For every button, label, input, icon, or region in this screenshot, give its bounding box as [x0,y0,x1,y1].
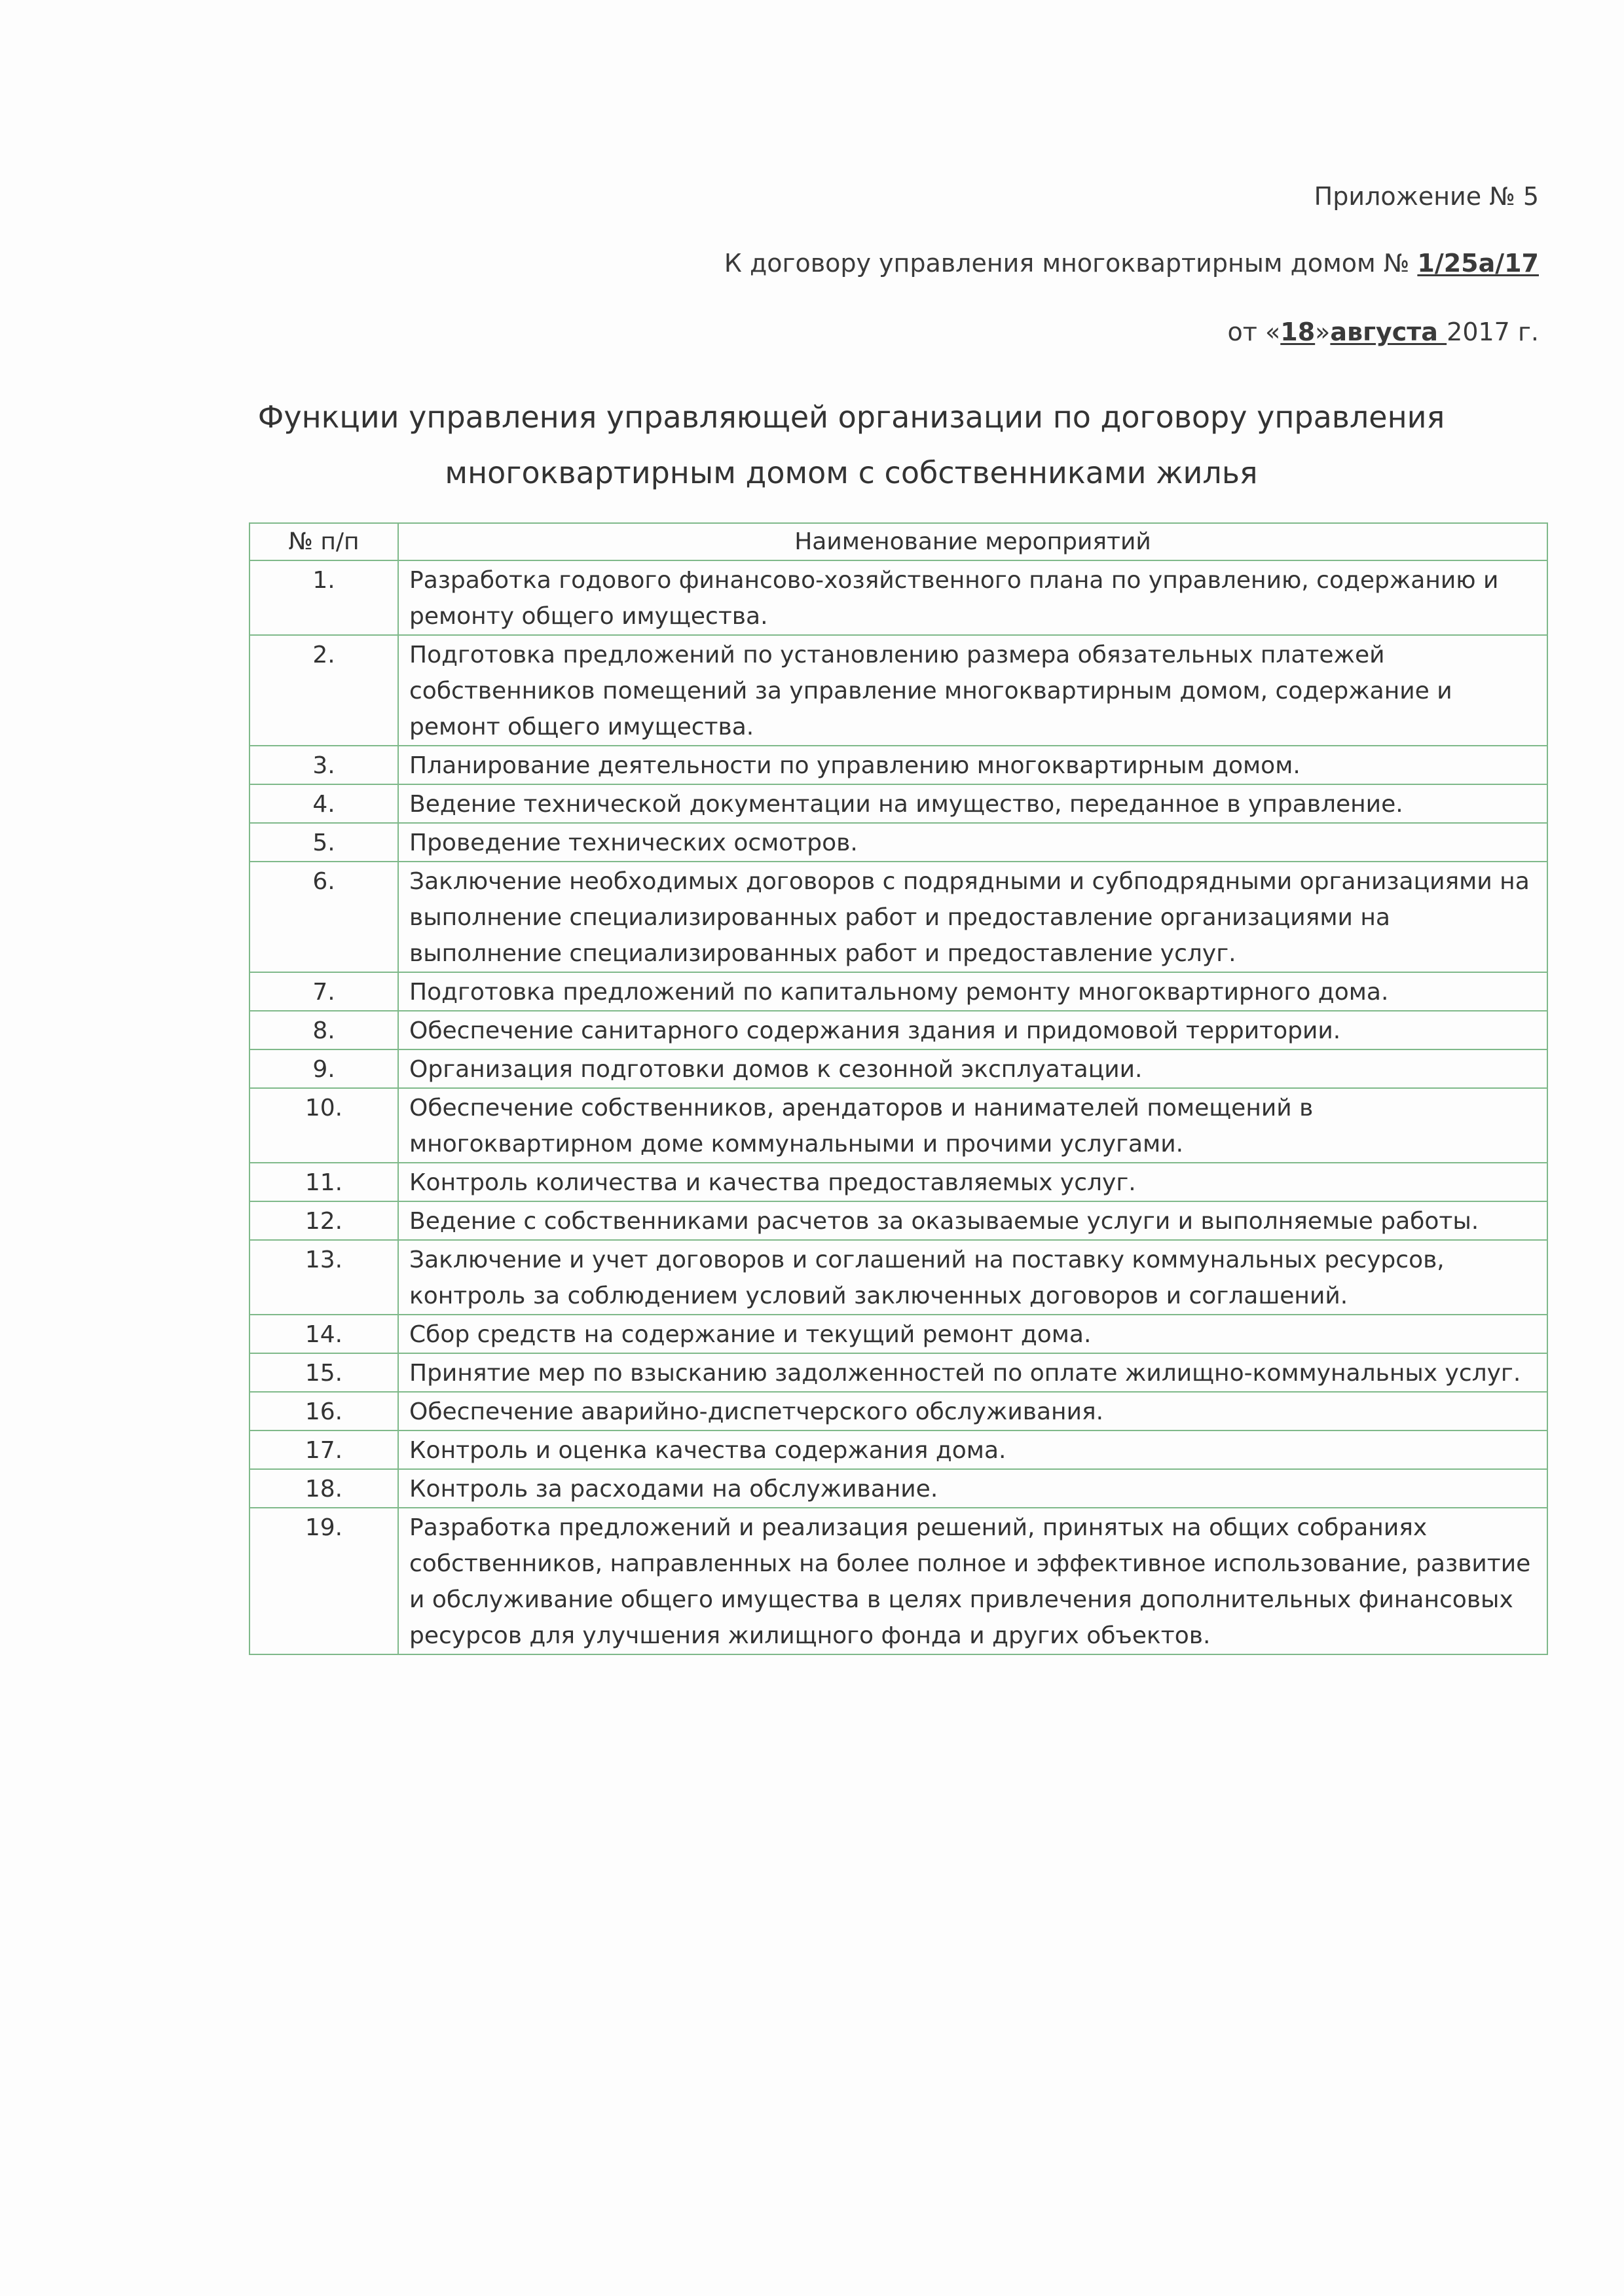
table-row [249,1392,1547,1430]
row-measure-text: Сбор средств на содержание и текущий ремонт дома. [398,1315,1547,1353]
row-measure-text: Разработка предложений и реализация решений, принятых на общих собраниях собственников, направленных на более полное и эффективное использование, развитие и обслуживание общего имущества в целях привлечения дополнительных финансовых ресурсов для улучшения жилищного фонда и других объектов. [398,1508,1547,1654]
row-number: 11. [249,1163,398,1201]
row-measure-text: Заключение и учет договоров и соглашений на поставку коммунальных ресурсов, контроль за соблюдением условий заключенных договоров и соглашений. [398,1240,1547,1315]
row-measure-text: Заключение необходимых договоров с подрядными и субподрядными организациями на выполнение специализированных работ и предоставление организациями на выполнение специализированных работ и предоставление услуг. [398,862,1547,972]
row-measure-text: Контроль количества и качества предоставляемых услуг. [398,1163,1547,1201]
table-row [249,784,1547,823]
date-mid: » [1315,318,1331,346]
measures-table [249,522,1548,1655]
contract-reference [724,249,1539,278]
row-number: 17. [249,1430,398,1469]
row-number: 16. [249,1392,398,1430]
table-row [249,635,1547,746]
row-number: 18. [249,1469,398,1508]
date-month: августа [1330,318,1447,346]
appendix-label [1314,182,1539,211]
row-measure-text: Подготовка предложений по установлению размера обязательных платежей собственников помещений за управление многоквартирным домом, содержание и ремонт общего имущества. [398,635,1547,746]
row-number: 14. [249,1315,398,1353]
row-number: 3. [249,746,398,784]
table-row [249,1430,1547,1469]
row-measure-text: Проведение технических осмотров. [398,823,1547,862]
row-measure-text: Планирование деятельности по управлению многоквартирным домом. [398,746,1547,784]
date-prefix: от « [1227,318,1281,346]
table-row [249,1088,1547,1163]
row-number: 2. [249,635,398,746]
table-row [249,1508,1547,1654]
table-row [249,1201,1547,1240]
table-row [249,1315,1547,1353]
contract-date [1228,318,1539,346]
table-row [249,560,1547,635]
table-row [249,1049,1547,1088]
row-number: 8. [249,1011,398,1049]
table-row [249,972,1547,1011]
row-measure-text: Контроль за расходами на обслуживание. [398,1469,1547,1508]
row-number: 5. [249,823,398,862]
title-line-1: Функции управления управляющей организации по договору управления [257,399,1445,435]
table-row [249,1469,1547,1508]
row-number: 10. [249,1088,398,1163]
row-number: 15. [249,1353,398,1392]
table-row [249,1353,1547,1392]
row-measure-text: Организация подготовки домов к сезонной эксплуатации. [398,1049,1547,1088]
date-day: 18 [1280,318,1316,346]
row-measure-text: Обеспечение санитарного содержания здания и придомовой территории. [398,1011,1547,1049]
title-line-2: многоквартирным домом с собственниками жилья [445,455,1258,490]
document-title [249,390,1454,501]
row-number: 6. [249,862,398,972]
table-header-row [249,523,1547,560]
table-row [249,862,1547,972]
row-number: 9. [249,1049,398,1088]
contract-prefix: К договору управления многоквартирным домом № [724,249,1418,278]
row-number: 4. [249,784,398,823]
table-row [249,1163,1547,1201]
row-measure-text: Подготовка предложений по капитальному ремонту многоквартирного дома. [398,972,1547,1011]
row-measure-text: Принятие мер по взысканию задолженностей по оплате жилищно-коммунальных услуг. [398,1353,1547,1392]
table-row [249,823,1547,862]
date-suffix: 2017 г. [1447,318,1539,346]
contract-number: 1/25а/17 [1417,249,1539,278]
row-measure-text: Обеспечение аварийно-диспетчерского обслуживания. [398,1392,1547,1430]
row-number: 1. [249,560,398,635]
row-measure-text: Ведение технической документации на имущество, переданное в управление. [398,784,1547,823]
table-row [249,1240,1547,1315]
column-header-number: № п/п [249,523,398,560]
row-measure-text: Контроль и оценка качества содержания дома. [398,1430,1547,1469]
row-number: 12. [249,1201,398,1240]
row-number: 13. [249,1240,398,1315]
table-row [249,1011,1547,1049]
row-measure-text: Разработка годового финансово-хозяйственного плана по управлению, содержанию и ремонту общего имущества. [398,560,1547,635]
row-measure-text: Ведение с собственниками расчетов за оказываемые услуги и выполняемые работы. [398,1201,1547,1240]
column-header-name: Наименование мероприятий [398,523,1547,560]
row-number: 7. [249,972,398,1011]
table-body [249,560,1547,1654]
table-row [249,746,1547,784]
row-measure-text: Обеспечение собственников, арендаторов и нанимателей помещений в многоквартирном доме коммунальными и прочими услугами. [398,1088,1547,1163]
row-number: 19. [249,1508,398,1654]
appendix-text: Приложение № 5 [1314,182,1539,211]
